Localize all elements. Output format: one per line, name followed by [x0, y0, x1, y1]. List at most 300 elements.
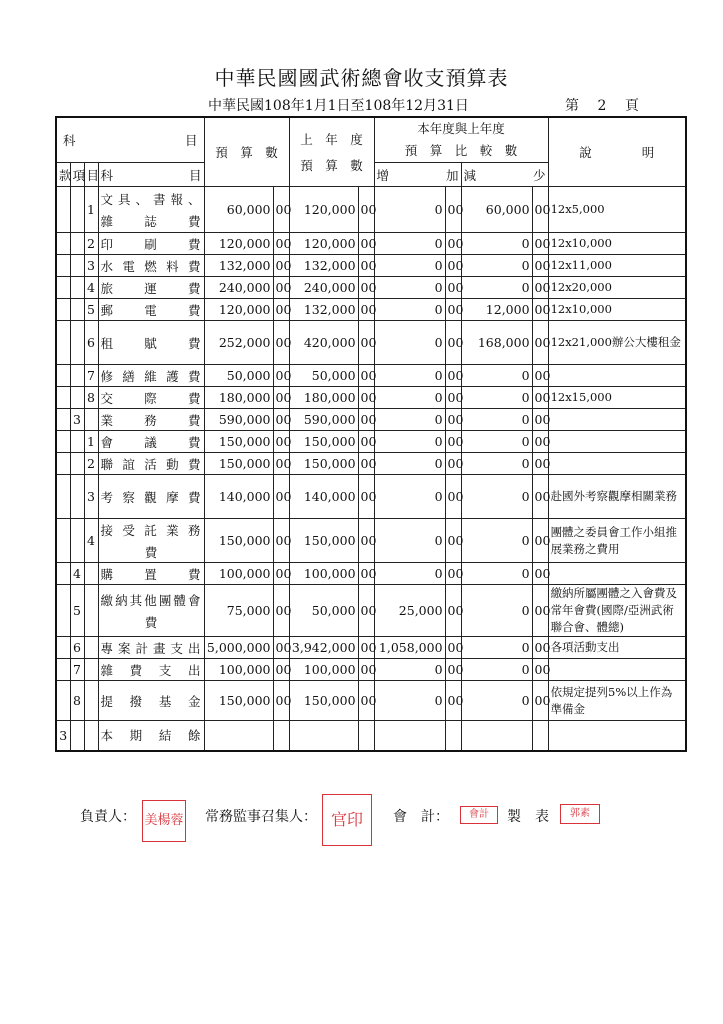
cell-note [548, 409, 686, 431]
cell-budget [204, 721, 273, 751]
cell-budget-cents: 00 [273, 453, 289, 475]
cell-subject [98, 431, 204, 453]
cell-mu [84, 637, 98, 659]
cell-decrease-cents: 00 [532, 233, 548, 255]
table-row [56, 277, 686, 299]
subject-name: 考察觀摩費 [100, 489, 202, 505]
cell-mu: 1 [84, 187, 98, 233]
cell-decrease: 0 [461, 681, 532, 721]
cell-kuan [56, 255, 70, 277]
cell-mu: 4 [84, 519, 98, 563]
header-note: 說 明 [548, 117, 686, 187]
cell-kuan [56, 563, 70, 585]
subject-name: 本 期 結 餘 [100, 728, 202, 744]
cell-budget-cents: 00 [273, 563, 289, 585]
cell-increase-cents: 00 [445, 233, 461, 255]
cell-increase: 0 [374, 409, 445, 431]
table-row [56, 255, 686, 277]
preparer-label: 製 表 [507, 809, 549, 825]
cell-xiang [70, 387, 84, 409]
cell-xiang [70, 321, 84, 365]
cell-decrease-cents: 00 [532, 681, 548, 721]
cell-xiang: 8 [70, 681, 84, 721]
cell-increase-cents: 00 [445, 277, 461, 299]
cell-prev-cents: 00 [358, 365, 374, 387]
cell-subject [98, 277, 204, 299]
cell-prev-budget: 240,000 [289, 277, 358, 299]
cell-prev-budget: 120,000 [289, 233, 358, 255]
table-row [56, 721, 686, 751]
cell-increase: 0 [374, 519, 445, 563]
cell-prev-cents: 00 [358, 187, 374, 233]
cell-kuan [56, 475, 70, 519]
cell-decrease: 0 [461, 637, 532, 659]
cell-increase-cents: 00 [445, 475, 461, 519]
subject-name: 接受託業務 [100, 522, 202, 538]
cell-decrease: 0 [461, 409, 532, 431]
cell-subject [98, 519, 204, 563]
cell-kuan [56, 233, 70, 255]
cell-budget: 140,000 [204, 475, 273, 519]
cell-subject [98, 387, 204, 409]
cell-subject [98, 563, 204, 585]
cell-note: 12x15,000 [548, 387, 686, 409]
cell-xiang [70, 187, 84, 233]
cell-prev-budget: 132,000 [289, 299, 358, 321]
cell-mu: 2 [84, 233, 98, 255]
cell-kuan [56, 299, 70, 321]
cell-note: 繳納所屬團體之入會費及常年會費(國際/亞洲武術聯合會、體總) [548, 585, 686, 637]
cell-decrease-cents: 00 [532, 409, 548, 431]
cell-budget: 120,000 [204, 299, 273, 321]
cell-prev-cents: 00 [358, 475, 374, 519]
cell-decrease-cents: 00 [532, 431, 548, 453]
cell-budget-cents: 00 [273, 681, 289, 721]
cell-prev-budget: 180,000 [289, 387, 358, 409]
cell-prev-budget: 100,000 [289, 659, 358, 681]
cell-note [548, 365, 686, 387]
cell-kuan [56, 637, 70, 659]
cell-decrease: 0 [461, 387, 532, 409]
cell-increase-cents: 00 [445, 563, 461, 585]
cell-mu [84, 585, 98, 637]
subject-name: 郵 電 費 [100, 302, 202, 318]
cell-note: 依規定提列5%以上作為準備金 [548, 681, 686, 721]
cell-prev-budget: 150,000 [289, 519, 358, 563]
cell-budget-cents: 00 [273, 431, 289, 453]
cell-prev-cents [358, 721, 374, 751]
cell-subject [98, 681, 204, 721]
subject-name: 購 置 費 [100, 566, 202, 582]
page-number [565, 95, 653, 115]
cell-prev-budget: 3,942,000 [289, 637, 358, 659]
cell-decrease: 0 [461, 255, 532, 277]
cell-budget-cents [273, 721, 289, 751]
cell-decrease-cents: 00 [532, 475, 548, 519]
cell-decrease: 0 [461, 277, 532, 299]
cell-decrease-cents: 00 [532, 659, 548, 681]
cell-note: 團體之委員會工作小組推展業務之費用 [548, 519, 686, 563]
table-row [56, 431, 686, 453]
cell-budget: 252,000 [204, 321, 273, 365]
subject-name: 旅 運 費 [100, 280, 202, 296]
cell-decrease-cents: 00 [532, 453, 548, 475]
cell-increase-cents: 00 [445, 681, 461, 721]
table-row [56, 365, 686, 387]
cell-budget: 150,000 [204, 453, 273, 475]
cell-increase: 0 [374, 233, 445, 255]
cell-xiang [70, 299, 84, 321]
cell-decrease-cents: 00 [532, 365, 548, 387]
cell-decrease: 0 [461, 659, 532, 681]
cell-increase: 0 [374, 299, 445, 321]
cell-decrease: 0 [461, 453, 532, 475]
cell-decrease: 12,000 [461, 299, 532, 321]
responsible-label: 負責人： [80, 809, 136, 825]
cell-xiang [70, 233, 84, 255]
cell-mu: 8 [84, 387, 98, 409]
cell-subject [98, 453, 204, 475]
cell-subject [98, 585, 204, 637]
cell-note [548, 721, 686, 751]
cell-budget-cents: 00 [273, 233, 289, 255]
cell-increase: 1,058,000 [374, 637, 445, 659]
cell-prev-budget: 150,000 [289, 431, 358, 453]
cell-prev-budget: 150,000 [289, 681, 358, 721]
cell-kuan [56, 187, 70, 233]
cell-xiang [70, 519, 84, 563]
cell-xiang [70, 277, 84, 299]
cell-prev-budget: 420,000 [289, 321, 358, 365]
cell-mu: 2 [84, 453, 98, 475]
cell-mu [84, 659, 98, 681]
cell-prev-budget: 590,000 [289, 409, 358, 431]
cell-decrease-cents: 00 [532, 277, 548, 299]
subject-name: 提 撥 基 金 [100, 693, 202, 709]
header-kuan: 款 [56, 163, 70, 187]
cell-decrease-cents: 00 [532, 255, 548, 277]
cell-decrease: 0 [461, 585, 532, 637]
subject-name: 文具、書報、 [100, 191, 202, 207]
cell-decrease-cents: 00 [532, 187, 548, 233]
header-compare: 本年度與上年度 預 算 比 較 數 [374, 117, 548, 163]
cell-subject [98, 721, 204, 751]
cell-note: 各項活動支出 [548, 637, 686, 659]
cell-prev-budget: 50,000 [289, 585, 358, 637]
accountant-label: 會 計： [393, 809, 449, 825]
cell-prev-cents: 00 [358, 431, 374, 453]
cell-kuan [56, 321, 70, 365]
cell-increase: 0 [374, 255, 445, 277]
cell-budget-cents: 00 [273, 519, 289, 563]
cell-xiang: 5 [70, 585, 84, 637]
cell-prev-cents: 00 [358, 681, 374, 721]
cell-prev-cents: 00 [358, 299, 374, 321]
subject-name: 交 際 費 [100, 390, 202, 406]
cell-prev-cents: 00 [358, 409, 374, 431]
cell-subject [98, 187, 204, 233]
cell-decrease-cents: 00 [532, 387, 548, 409]
cell-prev-cents: 00 [358, 637, 374, 659]
cell-mu: 6 [84, 321, 98, 365]
cell-increase-cents: 00 [445, 637, 461, 659]
cell-budget-cents: 00 [273, 659, 289, 681]
cell-subject [98, 321, 204, 365]
cell-xiang [70, 431, 84, 453]
cell-increase: 0 [374, 321, 445, 365]
cell-budget-cents: 00 [273, 277, 289, 299]
table-row [56, 453, 686, 475]
table-row [56, 637, 686, 659]
cell-mu: 1 [84, 431, 98, 453]
cell-kuan [56, 409, 70, 431]
cell-budget: 150,000 [204, 519, 273, 563]
cell-decrease: 0 [461, 519, 532, 563]
cell-budget: 60,000 [204, 187, 273, 233]
cell-budget: 150,000 [204, 681, 273, 721]
cell-subject [98, 255, 204, 277]
cell-increase: 0 [374, 365, 445, 387]
cell-xiang: 3 [70, 409, 84, 431]
cell-xiang [70, 255, 84, 277]
cell-decrease: 60,000 [461, 187, 532, 233]
cell-budget-cents: 00 [273, 299, 289, 321]
preparer-seal: 郭素 [560, 804, 600, 824]
cell-kuan [56, 519, 70, 563]
cell-xiang [70, 721, 84, 751]
cell-mu: 3 [84, 255, 98, 277]
cell-prev-budget: 100,000 [289, 563, 358, 585]
subject-name: 繳納其他團體會 [100, 592, 202, 608]
cell-note: 12x20,000 [548, 277, 686, 299]
cell-prev-budget: 120,000 [289, 187, 358, 233]
header-subject: 科 目 [56, 117, 204, 163]
cell-increase: 0 [374, 277, 445, 299]
table-row [56, 187, 686, 233]
cell-increase-cents: 00 [445, 519, 461, 563]
cell-increase-cents: 00 [445, 409, 461, 431]
cell-kuan [56, 431, 70, 453]
cell-prev-cents: 00 [358, 233, 374, 255]
cell-note [548, 453, 686, 475]
cell-budget-cents: 00 [273, 321, 289, 365]
cell-xiang [70, 475, 84, 519]
cell-increase-cents [445, 721, 461, 751]
cell-subject [98, 475, 204, 519]
cell-note: 12x10,000 [548, 233, 686, 255]
cell-decrease-cents: 00 [532, 519, 548, 563]
cell-decrease: 0 [461, 431, 532, 453]
supervisor-label: 常務監事召集人： [205, 809, 317, 825]
cell-subject [98, 299, 204, 321]
cell-budget: 100,000 [204, 659, 273, 681]
table-row [56, 233, 686, 255]
cell-increase-cents: 00 [445, 387, 461, 409]
cell-kuan [56, 681, 70, 721]
cell-budget-cents: 00 [273, 409, 289, 431]
cell-mu: 7 [84, 365, 98, 387]
cell-mu [84, 721, 98, 751]
subject-name: 水電燃料費 [100, 258, 202, 274]
period-range: 中華民國108年1月1日至108年12月31日 [208, 98, 469, 114]
cell-decrease: 168,000 [461, 321, 532, 365]
cell-note [548, 431, 686, 453]
cell-budget-cents: 00 [273, 585, 289, 637]
cell-kuan [56, 453, 70, 475]
cell-mu: 5 [84, 299, 98, 321]
cell-increase: 0 [374, 659, 445, 681]
cell-decrease [461, 721, 532, 751]
budget-table [55, 116, 687, 752]
cell-budget-cents: 00 [273, 365, 289, 387]
cell-budget: 590,000 [204, 409, 273, 431]
cell-xiang [70, 365, 84, 387]
cell-decrease: 0 [461, 233, 532, 255]
cell-decrease-cents: 00 [532, 585, 548, 637]
cell-budget: 120,000 [204, 233, 273, 255]
cell-note: 12x11,000 [548, 255, 686, 277]
page-suffix: 頁 [624, 98, 639, 114]
cell-prev-cents: 00 [358, 277, 374, 299]
table-row [56, 299, 686, 321]
subject-name-cont: 費 [144, 544, 158, 560]
cell-mu: 3 [84, 475, 98, 519]
cell-prev-budget: 132,000 [289, 255, 358, 277]
cell-prev-cents: 00 [358, 387, 374, 409]
header-increase: 增 加 [374, 163, 461, 187]
table-row [56, 659, 686, 681]
subject-name: 修繕維護費 [100, 368, 202, 384]
subject-name: 聯誼活動費 [100, 456, 202, 472]
cell-budget: 100,000 [204, 563, 273, 585]
cell-prev-cents: 00 [358, 321, 374, 365]
cell-kuan [56, 659, 70, 681]
cell-budget: 132,000 [204, 255, 273, 277]
cell-decrease-cents [532, 721, 548, 751]
cell-prev-cents: 00 [358, 659, 374, 681]
cell-kuan [56, 387, 70, 409]
cell-increase: 0 [374, 187, 445, 233]
cell-budget-cents: 00 [273, 187, 289, 233]
cell-increase: 0 [374, 563, 445, 585]
cell-budget: 150,000 [204, 431, 273, 453]
subject-name-cont: 雜 誌 費 [100, 213, 202, 229]
subject-name: 業 務 費 [100, 412, 202, 428]
cell-xiang [70, 453, 84, 475]
subject-name: 租 賦 費 [100, 335, 202, 351]
header-prev-budget: 上 年 度 預 算 數 [289, 117, 374, 187]
cell-prev-cents: 00 [358, 563, 374, 585]
cell-increase: 25,000 [374, 585, 445, 637]
cell-budget: 5,000,000 [204, 637, 273, 659]
cell-increase-cents: 00 [445, 365, 461, 387]
cell-subject [98, 659, 204, 681]
responsible-seal: 美楊蓉 [142, 800, 186, 842]
cell-budget-cents: 00 [273, 255, 289, 277]
cell-decrease-cents: 00 [532, 563, 548, 585]
header-mu: 目 [84, 163, 98, 187]
cell-subject [98, 409, 204, 431]
cell-decrease-cents: 00 [532, 321, 548, 365]
cell-increase-cents: 00 [445, 585, 461, 637]
cell-xiang: 6 [70, 637, 84, 659]
subject-name: 印 刷 費 [100, 236, 202, 252]
cell-prev-budget: 140,000 [289, 475, 358, 519]
cell-increase-cents: 00 [445, 659, 461, 681]
table-row [56, 321, 686, 365]
cell-note: 12x10,000 [548, 299, 686, 321]
signature-footer [0, 800, 723, 860]
cell-increase: 0 [374, 475, 445, 519]
cell-increase-cents: 00 [445, 299, 461, 321]
cell-prev-cents: 00 [358, 585, 374, 637]
cell-mu [84, 409, 98, 431]
page-title: 中華民國國武術總會收支預算表 [214, 66, 509, 90]
cell-note: 12x5,000 [548, 187, 686, 233]
cell-xiang: 7 [70, 659, 84, 681]
table-row [56, 387, 686, 409]
cell-increase-cents: 00 [445, 187, 461, 233]
subject-name: 專案計畫支出 [100, 640, 202, 656]
cell-mu [84, 563, 98, 585]
cell-prev-budget: 50,000 [289, 365, 358, 387]
table-row [56, 585, 686, 637]
header-subject-name: 科 目 [98, 163, 204, 187]
cell-kuan [56, 585, 70, 637]
cell-increase: 0 [374, 431, 445, 453]
cell-budget: 75,000 [204, 585, 273, 637]
cell-xiang: 4 [70, 563, 84, 585]
cell-decrease: 0 [461, 365, 532, 387]
cell-budget-cents: 00 [273, 475, 289, 519]
cell-kuan [56, 365, 70, 387]
cell-increase: 0 [374, 453, 445, 475]
table-row [56, 475, 686, 519]
cell-budget: 240,000 [204, 277, 273, 299]
cell-mu [84, 681, 98, 721]
cell-mu: 4 [84, 277, 98, 299]
cell-increase: 0 [374, 387, 445, 409]
page-value: 2 [597, 98, 607, 114]
cell-increase-cents: 00 [445, 431, 461, 453]
header-budget: 預 算 數 [204, 117, 289, 187]
cell-increase-cents: 00 [445, 321, 461, 365]
cell-decrease: 0 [461, 563, 532, 585]
subject-name: 會 議 費 [100, 434, 202, 450]
cell-increase-cents: 00 [445, 255, 461, 277]
accountant-seal: 會計 [460, 806, 498, 824]
cell-kuan: 3 [56, 721, 70, 751]
cell-note: 12x21,000辦公大樓租金 [548, 321, 686, 365]
table-row [56, 519, 686, 563]
cell-subject [98, 637, 204, 659]
cell-decrease-cents: 00 [532, 637, 548, 659]
table-row [56, 563, 686, 585]
cell-budget-cents: 00 [273, 387, 289, 409]
header-decrease: 減 少 [461, 163, 548, 187]
cell-note: 赴國外考察觀摩相關業務 [548, 475, 686, 519]
cell-increase-cents: 00 [445, 453, 461, 475]
subject-name: 雜 費 支 出 [100, 662, 202, 678]
cell-decrease: 0 [461, 475, 532, 519]
cell-note [548, 659, 686, 681]
cell-prev-cents: 00 [358, 453, 374, 475]
cell-kuan [56, 277, 70, 299]
page-prefix: 第 [565, 98, 579, 114]
cell-prev-budget [289, 721, 358, 751]
cell-prev-cents: 00 [358, 519, 374, 563]
cell-budget: 50,000 [204, 365, 273, 387]
